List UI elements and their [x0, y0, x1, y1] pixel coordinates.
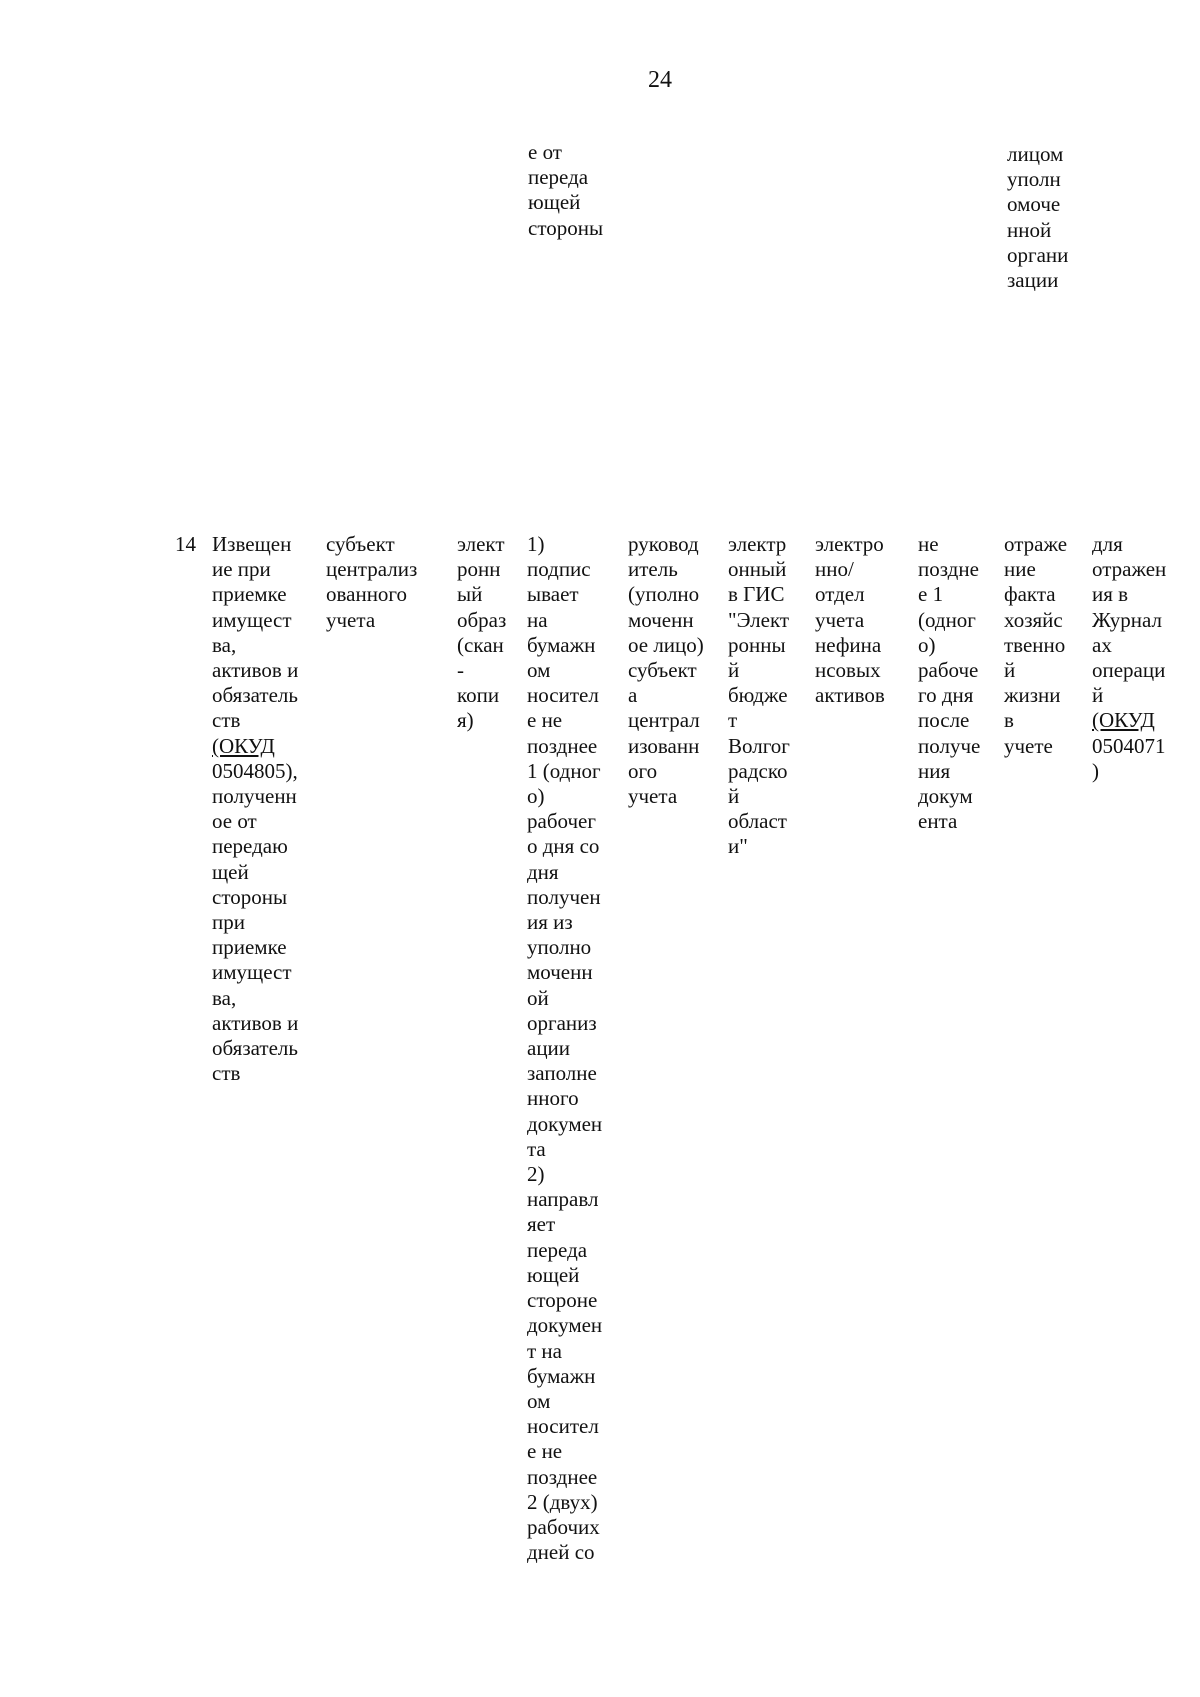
document-form-cell: элект ронн ый образ (скан - копи я): [457, 532, 507, 733]
document-name-part-2: 0504805), полученн ое от передаю щей стороны при приемке имущест ва, активов и обязатель ств: [212, 758, 299, 1086]
deadline-cell: не поздне е 1 (одног о) рабоче го дня после получе ния докум ента: [918, 532, 981, 834]
registry-code-label: (ОКУД: [1092, 708, 1155, 733]
registry-part-2: 0504071 ): [1092, 733, 1166, 783]
signer-cell: руковод итель (уполно моченн ое лицо) субъект а централ изованн ого учета: [628, 532, 704, 809]
prev-row-cell-5: е от переда ющей стороны: [528, 140, 604, 240]
prev-row-cell-11: лицом уполн омоче нной органи зации: [1007, 142, 1069, 293]
registry-part-1: для отражен ия в Журнал ах операци й: [1092, 532, 1167, 708]
page-number: 24: [648, 67, 672, 93]
storage-system-cell: электр онный в ГИС "Элект ронны й бюдже т Волгог радско й област и": [728, 532, 790, 859]
purpose-cell: отраже ние факта хозяйс твенно й жизни в учете: [1004, 532, 1068, 758]
registry-cell: [1092, 532, 1166, 784]
document-name-cell: [212, 532, 298, 1086]
document-code-label: (ОКУД: [212, 733, 275, 758]
recipient-cell: электро нно/ отдел учета нефина нсовых активов: [815, 532, 885, 708]
row-number: 14: [175, 532, 196, 556]
actions-cell: 1) подпис ывает на бумажн ом носител е не позднее 1 (одног о) рабочег о дня со дня получен ия из уполно моченн ой организ ации заполне нного докумен та 2) направл яет переда ющей стороне докумен т на бумажн ом носител е не позднее 2 (двух) рабочих дней со: [527, 532, 603, 1565]
document-name-part-1: Извещен ие при приемке имущест ва, активов и обязатель ств: [212, 532, 299, 733]
responsible-subject-cell: субъект централиз ованного учета: [326, 532, 418, 632]
